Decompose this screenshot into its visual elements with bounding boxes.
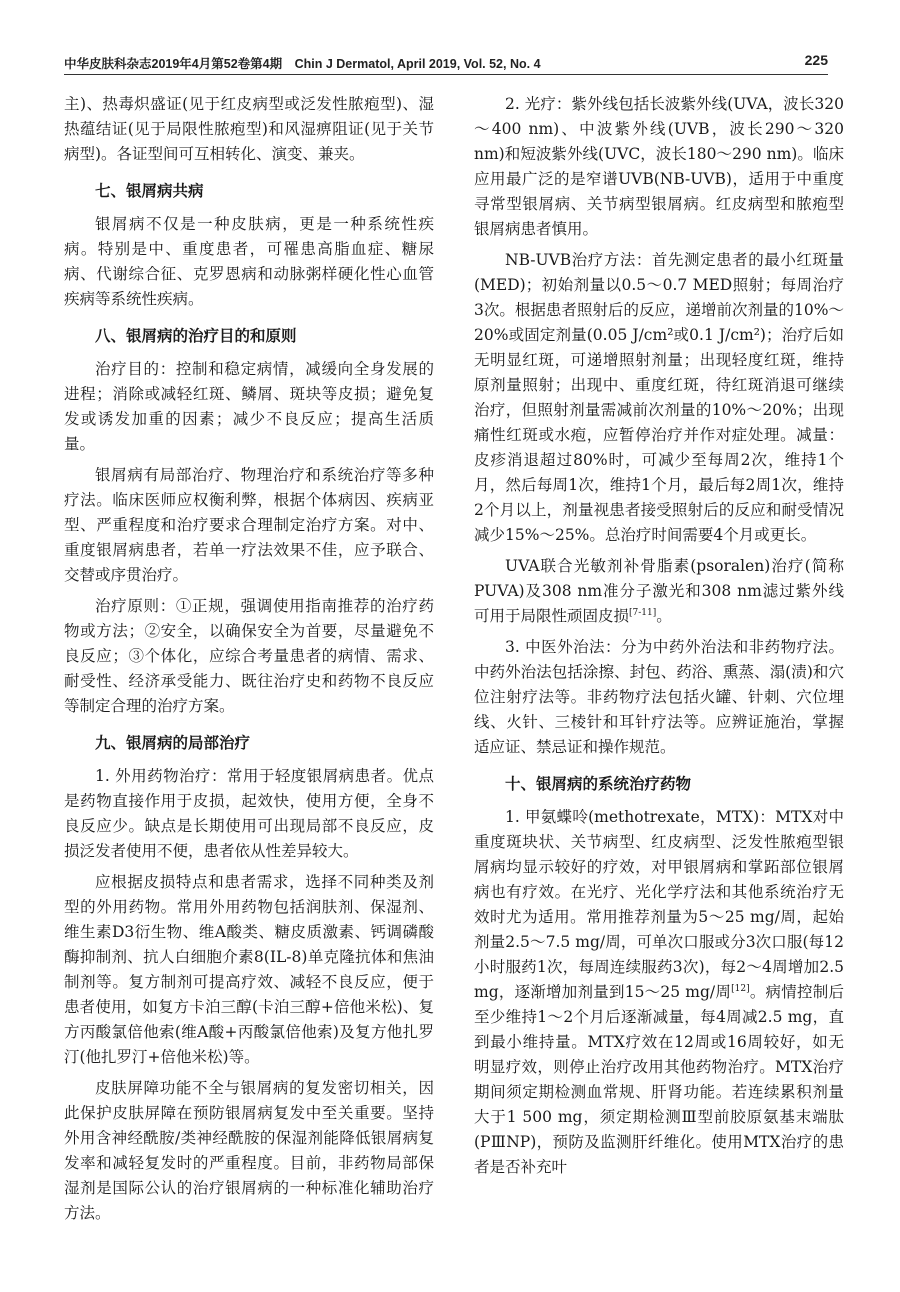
body-paragraph [474,248,844,548]
paragraph-text: 银屑病不仅是一种皮肤病，更是一种系统性疾病。特别是中、重度患者，可罹患高脂血症、糖尿病、代谢综合征、克罗恩病和动脉粥样硬化性心血管疾病等系统性疾病。 [64,215,434,308]
left-column [64,92,434,1232]
paragraph-text: 3. 中医外治法：分为中药外治法和非药物疗法。中药外治法包括涂擦、封包、药浴、熏蒸、溻(渍)和穴位注射疗法等。非药物疗法包括火罐、针刺、穴位埋线、火针、三棱针和耳针疗法等。应辨证施治，掌握适应证、禁忌证和操作规范。 [474,638,844,756]
body-paragraph [64,870,434,1070]
paragraph-text: 1. 外用药物治疗：常用于轻度银屑病患者。优点是药物直接作用于皮损，起效快，使用方便，全身不良反应少。缺点是长期使用可出现局部不良反应，皮损泛发者使用不便，患者依从性差异较大。 [64,767,434,860]
paragraph-text: 主)、热毒炽盛证(见于红皮病型或泛发性脓疱型)、湿热蕴结证(见于局限性脓疱型)和风湿痹阻证(见于关节病型)。各证型间可互相转化、演变、兼夹。 [64,95,434,163]
body-paragraph [474,635,844,760]
section-heading: 九、银屑病的局部治疗 [95,734,251,752]
running-header [64,50,828,72]
journal-citation: 中华皮肤科杂志2019年4月第52卷第4期 Chin J Dermatol, April 2019, Vol. 52, No. 4 [64,57,541,71]
paragraph-text: 治疗目的：控制和稳定病情，减缓向全身发展的进程；消除或减轻红斑、鳞屑、斑块等皮损；避免复发或诱发加重的因素；减少不良反应；提高生活质量。 [64,360,434,453]
paragraph-text: 应根据皮损特点和患者需求，选择不同种类及剂型的外用药物。常用外用药物包括润肤剂、保湿剂、维生素D3衍生物、维A酸类、糖皮质激素、钙调磷酸酶抑制剂、抗人白细胞介素8(IL-8)单克隆抗体和焦油制剂等。复方制剂可提高疗效、减轻不良反应，便于患者使用，如复方卡泊三醇(卡泊三醇+倍他米松)、复方丙酸氯倍他索(维A酸+丙酸氯倍他索)及复方他扎罗汀(他扎罗汀+倍他米松)等。 [64,873,434,1066]
body-paragraph [64,212,434,312]
body-paragraph [64,764,434,864]
body-paragraph [64,357,434,457]
body-paragraph [64,92,434,167]
header-rule [64,74,828,75]
citation-reference: [7-11] [629,607,657,618]
section-heading: 七、银屑病共病 [95,182,204,200]
section-heading: 八、银屑病的治疗目的和原则 [95,327,297,345]
paragraph-text: NB-UVB治疗方法：首先测定患者的最小红斑量(MED)；初始剂量以0.5～0.7 MED照射；每周治疗3次。根据患者照射后的反应，递增前次剂量的10%～20%或固定剂量(0.05 J/cm²或0.1 J/cm²)；治疗后如无明显红斑，可递增照射剂量；出现轻度红斑，维持原剂量照射；出现中、重度红斑，待红斑消退可继续治疗，但照射剂量需减前次剂量的10%～20%；出现痛性红斑或水疱，应暂停治疗并作对症处理。减量：皮疹消退超过80%时，可减少至每周2次，维持1个月，然后每周1次，维持1个月，最后每2周1次，维持2个月以上，剂量视患者接受照射后的反应和耐受情况减少15%～25%。总治疗时间需要4个月或更长。 [474,251,844,544]
paragraph-tail: 。病情控制后至少维持1～2个月后逐渐减量，每4周减2.5 mg，直到最小维持量。MTX疗效在12周或16周较好，如无明显疗效，则停止治疗改用其他药物治疗。MTX治疗期间须定期检测血常规、肝肾功能。若连续累积剂量大于1 500 mg，须定期检测Ⅲ型前胶原氨基末端肽(PⅢNP)，预防及监测肝纤维化。使用MTX治疗的患者是否补充叶 [474,983,844,1176]
page-number: 225 [804,52,828,68]
paragraph-text: UVA联合光敏剂补骨脂素(psoralen)治疗(简称PUVA)及308 nm准分子激光和308 nm滤过紫外线可用于局限性顽固皮损 [474,557,844,625]
body-paragraph [64,594,434,719]
section-heading: 十、银屑病的系统治疗药物 [505,775,692,793]
paragraph-text: 皮肤屏障功能不全与银屑病的复发密切相关，因此保护皮肤屏障在预防银屑病复发中至关重要。坚持外用含神经酰胺/类神经酰胺的保湿剂能降低银屑病复发率和减轻复发时的严重程度。目前，非药物局部保湿剂是国际公认的治疗银屑病的一种标准化辅助治疗方法。 [64,1079,434,1222]
paragraph-text: 2. 光疗：紫外线包括长波紫外线(UVA，波长320～400 nm)、中波紫外线(UVB，波长290～320 nm)和短波紫外线(UVC，波长180～290 nm)。临床应用最广泛的是窄谱UVB(NB-UVB)，适用于中重度寻常型银屑病、关节病型银屑病。红皮病型和脓疱型银屑病患者慎用。 [474,95,844,238]
paragraph-text: 1. 甲氨蝶呤(methotrexate，MTX)：MTX对中重度斑块状、关节病型、红皮病型、泛发性脓疱型银屑病均显示较好的疗效，对甲银屑病和掌跖部位银屑病也有疗效。在光疗、光化学疗法和其他系统治疗无效时尤为适用。常用推荐剂量为5～25 mg/周，起始剂量2.5～7.5 mg/周，可单次口服或分3次口服(每12小时服药1次，每周连续服药3次)，每2～4周增加2.5 mg，逐渐增加剂量到15～25 mg/周 [474,808,844,1001]
paragraph-tail: 。 [656,607,672,625]
body-paragraph [474,554,844,629]
paragraph-text: 银屑病有局部治疗、物理治疗和系统治疗等多种疗法。临床医师应权衡利弊，根据个体病因、疾病亚型、严重程度和治疗要求合理制定治疗方案。对中、重度银屑病患者，若单一疗法效果不佳，应予联合、交替或序贯治疗。 [64,466,434,584]
body-paragraph [474,805,844,1180]
right-column [474,92,844,1186]
paragraph-text: 治疗原则：①正规，强调使用指南推荐的治疗药物或方法；②安全，以确保安全为首要，尽量避免不良反应；③个体化，应综合考量患者的病情、需求、耐受性、经济承受能力、既往治疗史和药物不良反应等制定合理的治疗方案。 [64,597,434,715]
body-paragraph [474,92,844,242]
body-paragraph [64,1076,434,1226]
citation-reference: [12] [731,983,750,994]
body-paragraph [64,463,434,588]
